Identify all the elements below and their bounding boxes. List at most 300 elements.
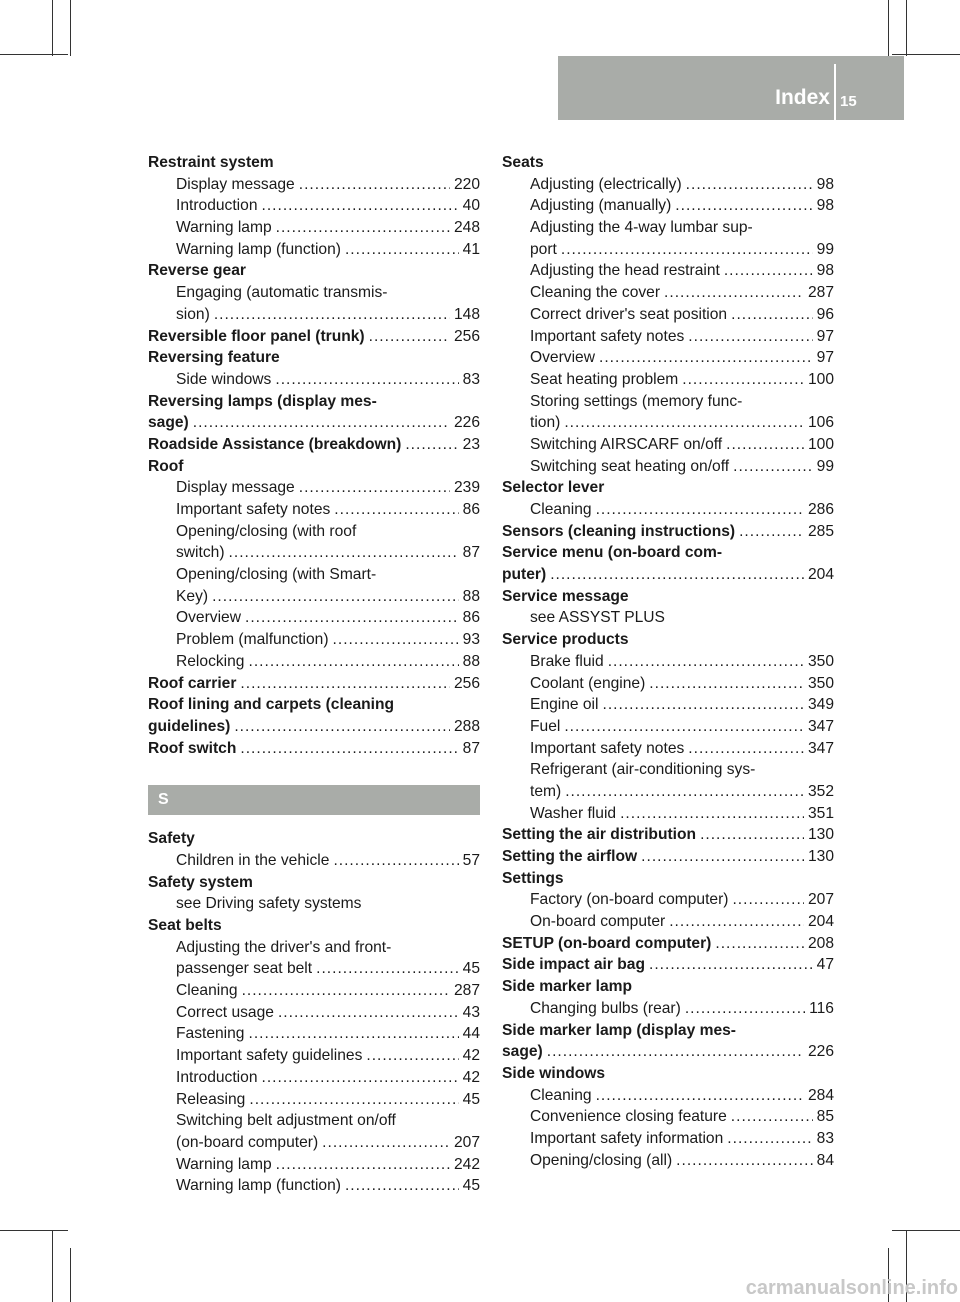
page-reference: 207	[453, 1133, 480, 1151]
page-reference: 285	[807, 522, 834, 540]
page-reference: 87	[462, 739, 480, 757]
leader-dots	[686, 174, 813, 196]
index-subentry	[148, 521, 480, 543]
leader-dots	[724, 260, 813, 282]
entry-text: Selector lever	[502, 479, 605, 497]
page-reference: 88	[462, 587, 480, 605]
page-reference: 116	[809, 999, 834, 1017]
index-subentry	[502, 391, 834, 413]
leader-dots	[682, 369, 804, 391]
leader-dots	[688, 738, 804, 760]
page-reference: 351	[807, 804, 834, 822]
page-reference: 130	[807, 848, 834, 865]
entry-text: Seat belts	[148, 917, 222, 934]
entry-text: Service menu (on-board com-	[502, 544, 723, 562]
index-subentry	[502, 217, 834, 239]
entry-text: Fastening	[176, 1025, 245, 1043]
index-subentry	[502, 456, 834, 478]
leader-dots	[641, 846, 804, 868]
page-reference: 287	[807, 284, 834, 302]
page-reference: 226	[807, 1043, 834, 1061]
page-reference: 97	[816, 349, 834, 367]
entry-text: Setting the airflow	[502, 848, 638, 865]
page-reference: 42	[462, 1068, 480, 1086]
entry-text: Opening/closing (with roof	[176, 522, 357, 540]
leader-dots	[727, 1128, 812, 1150]
leader-dots	[366, 1045, 458, 1067]
index-subentry	[148, 174, 480, 196]
section-title: Index	[775, 86, 830, 109]
index-subentry	[502, 195, 834, 217]
crop-mark	[892, 54, 960, 55]
index-subentry	[148, 850, 480, 872]
page-reference: 148	[453, 305, 480, 323]
leader-dots	[316, 958, 459, 980]
page-reference: 87	[462, 544, 480, 562]
leader-dots	[731, 304, 813, 326]
page-reference: 98	[816, 175, 834, 193]
entry-text: Introduction	[176, 197, 258, 215]
entry-text: Cleaning	[530, 501, 592, 518]
page-reference: 83	[816, 1129, 834, 1147]
entry-text: Seat heating problem	[530, 370, 679, 388]
page-reference: 106	[807, 414, 834, 432]
leader-dots	[731, 1106, 813, 1128]
entry-text: port	[530, 240, 557, 258]
entry-text: Cleaning	[530, 1086, 592, 1104]
entry-text: Changing bulbs (rear)	[530, 999, 681, 1017]
entry-text: Reversible floor panel (trunk)	[148, 327, 365, 345]
leader-dots	[564, 716, 804, 738]
page-reference: 100	[807, 435, 834, 453]
index-subentry	[148, 477, 480, 499]
index-entry	[148, 391, 480, 413]
leader-dots	[249, 1089, 458, 1111]
leader-dots	[561, 239, 813, 261]
index-subentry	[502, 369, 834, 391]
entry-text: Adjusting the head restraint	[530, 262, 720, 280]
leader-dots	[688, 326, 812, 348]
index-entry	[148, 434, 480, 456]
index-subentry	[502, 260, 834, 282]
index-subentry	[502, 716, 834, 738]
entry-text: Washer fluid	[530, 804, 617, 822]
index-subentry	[148, 1089, 480, 1111]
leader-dots	[649, 954, 813, 976]
index-subentry	[502, 694, 834, 716]
index-subentry	[148, 282, 480, 304]
entry-text: Safety	[148, 830, 195, 848]
index-entry	[148, 915, 480, 937]
entry-text: Warning lamp (function)	[176, 1177, 341, 1195]
index-subentry	[148, 980, 480, 1002]
leader-dots	[334, 499, 458, 521]
header-divider	[834, 64, 836, 120]
index-subentry	[502, 1106, 834, 1128]
index-subentry	[148, 1154, 480, 1176]
entry-text: Service products	[502, 631, 629, 649]
page-reference: 99	[816, 240, 834, 258]
entry-text: SETUP (on-board computer)	[502, 934, 712, 952]
index-subentry	[148, 1067, 480, 1089]
leader-dots	[214, 304, 450, 326]
page-reference: 93	[462, 631, 480, 649]
index-subentry	[148, 304, 480, 326]
entry-text: tem)	[530, 782, 562, 800]
index-entry	[502, 954, 834, 976]
index-subentry	[502, 1128, 834, 1150]
page-reference: 287	[453, 982, 480, 1000]
page-reference: 57	[462, 851, 480, 869]
page-reference: 130	[807, 826, 834, 844]
page-reference: 45	[462, 1177, 480, 1195]
entry-text: sion)	[176, 305, 210, 323]
leader-dots	[242, 980, 450, 1002]
page-reference: 100	[807, 370, 834, 388]
entry-text: Display message	[176, 175, 295, 193]
entry-text: passenger seat belt	[176, 960, 313, 978]
entry-text: Warning lamp	[176, 219, 272, 237]
index-subentry	[148, 937, 480, 959]
page-reference: 207	[807, 891, 834, 909]
page-reference: 288	[453, 717, 480, 735]
page-reference: 96	[816, 305, 834, 323]
crop-mark	[70, 0, 71, 56]
entry-text: Cleaning	[176, 982, 238, 1000]
entry-text: Side impact air bag	[502, 956, 645, 974]
index-subentry	[502, 434, 834, 456]
page-reference: 226	[453, 414, 480, 432]
index-subentry	[148, 239, 480, 261]
index-subentry	[502, 759, 834, 781]
leader-dots	[669, 911, 804, 933]
index-entry	[502, 868, 834, 890]
entry-text: sage)	[148, 414, 189, 432]
index-entry	[148, 738, 480, 760]
leader-dots	[193, 412, 450, 434]
entry-text: Setting the air distribution	[502, 826, 697, 844]
leader-dots	[603, 694, 804, 716]
index-subentry	[148, 1002, 480, 1024]
entry-text: Overview	[176, 609, 241, 627]
index-subentry	[148, 1045, 480, 1067]
index-entry	[502, 586, 834, 608]
index-subentry	[148, 1175, 480, 1197]
entry-text: Side marker lamp	[502, 978, 633, 996]
index-entry	[502, 564, 834, 586]
entry-text: Cleaning the cover	[530, 284, 661, 302]
entry-text: Brake fluid	[530, 652, 604, 670]
index-subentry	[148, 542, 480, 564]
entry-text: Switching AIRSCARF on/off	[530, 435, 723, 453]
entry-text: Roadside Assistance (breakdown)	[148, 435, 402, 453]
leader-dots	[596, 1085, 804, 1107]
entry-text: Fuel	[530, 717, 561, 735]
index-subentry	[148, 369, 480, 391]
page-reference: 242	[453, 1155, 480, 1173]
index-subentry	[502, 282, 834, 304]
page-header	[558, 56, 904, 120]
page-reference: 350	[807, 652, 834, 670]
entry-text: On-board computer	[530, 913, 666, 931]
index-entry	[148, 152, 480, 174]
entry-text: puter)	[502, 566, 547, 584]
index-entry	[148, 347, 480, 369]
page-reference: 99	[816, 457, 834, 475]
leader-dots	[564, 412, 804, 434]
leader-dots	[608, 651, 804, 673]
leader-dots	[276, 1154, 450, 1176]
page-reference: 86	[462, 501, 480, 518]
index-entry	[148, 828, 480, 850]
entry-text: see ASSYST PLUS	[530, 609, 665, 627]
leader-dots	[620, 803, 804, 825]
leader-dots	[276, 217, 450, 239]
entry-text: Reversing lamps (display mes-	[148, 392, 377, 410]
index-subentry	[502, 781, 834, 803]
index-entry	[502, 521, 834, 543]
page-reference: 86	[462, 609, 480, 627]
leader-dots	[234, 716, 450, 738]
leader-dots	[596, 499, 804, 521]
leader-dots	[405, 434, 458, 456]
leader-dots	[278, 1002, 459, 1024]
index-entry	[502, 542, 834, 564]
leader-dots	[322, 1132, 450, 1154]
entry-text: Storing settings (memory func-	[530, 392, 743, 410]
index-subentry	[148, 586, 480, 608]
entry-text: Switching belt adjustment on/off	[176, 1112, 396, 1130]
page-reference: 239	[453, 479, 480, 497]
letter-heading: S	[148, 785, 480, 815]
index-entry	[148, 260, 480, 282]
watermark: carmanualsonline.info	[745, 1277, 958, 1299]
index-entry	[148, 456, 480, 478]
index-subentry	[148, 195, 480, 217]
page-reference: 347	[807, 717, 834, 735]
entry-text: Releasing	[176, 1090, 246, 1108]
index-subentry	[148, 1132, 480, 1154]
leader-dots	[739, 521, 804, 543]
page-number: 15	[840, 93, 857, 110]
leader-dots	[664, 282, 804, 304]
index-subentry	[148, 629, 480, 651]
leader-dots	[245, 607, 459, 629]
index-entry	[502, 1020, 834, 1042]
entry-text: Warning lamp (function)	[176, 240, 341, 258]
leader-dots	[733, 456, 813, 478]
index-subentry	[148, 564, 480, 586]
index-entry	[502, 477, 834, 499]
index-subentry	[148, 607, 480, 629]
index-subentry	[502, 239, 834, 261]
entry-text: Side windows	[176, 370, 272, 388]
entry-text: Convenience closing feature	[530, 1108, 727, 1126]
index-subentry	[502, 1085, 834, 1107]
entry-text: Key)	[176, 587, 209, 605]
entry-text: tion)	[530, 414, 561, 432]
crop-mark	[52, 1230, 53, 1302]
entry-text: Adjusting the driver's and front-	[176, 938, 392, 956]
entry-text: Restraint system	[148, 154, 274, 171]
entry-text: Important safety notes	[176, 501, 331, 518]
entry-text: Children in the vehicle	[176, 851, 330, 869]
page-reference: 23	[462, 435, 480, 453]
entry-text: Roof switch	[148, 739, 237, 757]
leader-dots	[229, 542, 459, 564]
crop-mark	[906, 0, 907, 56]
crop-mark	[52, 0, 53, 56]
entry-text: sage)	[502, 1043, 543, 1061]
index-entry	[148, 694, 480, 716]
index-subentry	[502, 174, 834, 196]
index-subentry	[148, 217, 480, 239]
leader-dots	[649, 673, 804, 695]
index-subentry	[502, 998, 834, 1020]
leader-dots	[299, 477, 450, 499]
leader-dots	[685, 998, 805, 1020]
crop-mark	[888, 0, 889, 56]
entry-text: Sensors (cleaning instructions)	[502, 522, 736, 540]
entry-text: Roof carrier	[148, 674, 237, 692]
page-reference: 47	[816, 956, 834, 974]
page-reference: 220	[453, 175, 480, 193]
index-entry	[148, 716, 480, 738]
page-reference: 204	[807, 566, 834, 584]
entry-text: Adjusting (manually)	[530, 197, 672, 215]
leader-dots	[732, 889, 804, 911]
entry-text: Display message	[176, 479, 295, 497]
page-reference: 97	[816, 327, 834, 345]
page-reference: 256	[453, 327, 480, 345]
index-column-right	[502, 152, 834, 1171]
entry-text: Correct usage	[176, 1003, 274, 1021]
crop-mark	[892, 1230, 960, 1231]
index-subentry	[148, 651, 480, 673]
leader-dots	[275, 369, 458, 391]
entry-text: Warning lamp	[176, 1155, 272, 1173]
crop-mark	[0, 1230, 68, 1231]
entry-text: Seats	[502, 154, 544, 171]
crop-mark	[70, 1248, 71, 1302]
leader-dots	[212, 586, 459, 608]
entry-text: Problem (malfunction)	[176, 631, 329, 649]
entry-text: Overview	[530, 349, 595, 367]
index-subentry	[148, 1110, 480, 1132]
index-entry	[502, 629, 834, 651]
page-reference: 42	[462, 1047, 480, 1065]
page-reference: 45	[462, 1090, 480, 1108]
page-reference: 45	[462, 960, 480, 978]
page-reference: 43	[462, 1003, 480, 1021]
leader-dots	[248, 1023, 458, 1045]
index-subentry	[502, 607, 834, 629]
entry-text: Settings	[502, 869, 564, 887]
page-reference: 83	[462, 370, 480, 388]
page-reference: 40	[462, 197, 480, 215]
leader-dots	[550, 564, 804, 586]
index-subentry	[502, 738, 834, 760]
index-subentry	[502, 326, 834, 348]
index-entry	[502, 846, 834, 868]
leader-dots	[369, 326, 450, 348]
page-reference: 84	[816, 1151, 834, 1169]
entry-text: Correct driver's seat position	[530, 305, 728, 323]
page-reference: 349	[807, 696, 834, 714]
leader-dots	[675, 195, 812, 217]
index-subentry	[502, 1150, 834, 1172]
page-reference: 352	[807, 782, 834, 800]
index-entry	[502, 976, 834, 998]
index-subentry	[502, 499, 834, 521]
page-reference: 284	[807, 1086, 834, 1104]
index-entry	[502, 1063, 834, 1085]
leader-dots	[599, 347, 813, 369]
index-subentry	[148, 958, 480, 980]
entry-text: Service message	[502, 587, 629, 605]
index-subentry	[502, 803, 834, 825]
page-reference: 98	[816, 262, 834, 280]
index-entry	[148, 412, 480, 434]
entry-text: Reversing feature	[148, 349, 280, 367]
page-reference: 347	[807, 739, 834, 757]
page-reference: 41	[462, 240, 480, 258]
index-subentry	[148, 893, 480, 915]
entry-text: Factory (on-board computer)	[530, 891, 729, 909]
index-subentry	[502, 347, 834, 369]
entry-text: Engine oil	[530, 696, 599, 714]
entry-text: Adjusting the 4-way lumbar sup-	[530, 219, 753, 237]
index-entry	[148, 326, 480, 348]
index-subentry	[502, 412, 834, 434]
index-entry	[148, 673, 480, 695]
page-reference: 350	[807, 674, 834, 692]
entry-text: Engaging (automatic transmis-	[176, 284, 388, 302]
leader-dots	[333, 629, 459, 651]
index-entry	[502, 933, 834, 955]
entry-text: Reverse gear	[148, 262, 246, 280]
entry-text: Roof	[148, 457, 184, 475]
page-reference: 248	[453, 219, 480, 237]
entry-text: Roof lining and carpets (cleaning	[148, 696, 395, 714]
leader-dots	[715, 933, 804, 955]
entry-text: Opening/closing (all)	[530, 1151, 673, 1169]
entry-text: guidelines)	[148, 717, 231, 735]
entry-text: Opening/closing (with Smart-	[176, 566, 377, 584]
index-subentry	[502, 911, 834, 933]
leader-dots	[700, 824, 804, 846]
leader-dots	[345, 239, 459, 261]
leader-dots	[565, 781, 804, 803]
index-column-left	[148, 152, 480, 1197]
entry-text: Side marker lamp (display mes-	[502, 1021, 737, 1039]
index-entry	[502, 152, 834, 174]
page-reference: 88	[462, 652, 480, 670]
page-reference: 204	[807, 913, 834, 931]
entry-text: Coolant (engine)	[530, 674, 646, 692]
leader-dots	[345, 1175, 459, 1197]
entry-text: Important safety information	[530, 1129, 724, 1147]
page-reference: 286	[807, 501, 834, 518]
page-reference: 85	[816, 1108, 834, 1126]
crop-mark	[0, 54, 68, 55]
index-subentry	[502, 889, 834, 911]
leader-dots	[676, 1150, 812, 1172]
entry-text: Relocking	[176, 652, 245, 670]
entry-text: Refrigerant (air-conditioning sys-	[530, 761, 756, 779]
page-reference: 98	[816, 197, 834, 215]
index-entry	[502, 824, 834, 846]
